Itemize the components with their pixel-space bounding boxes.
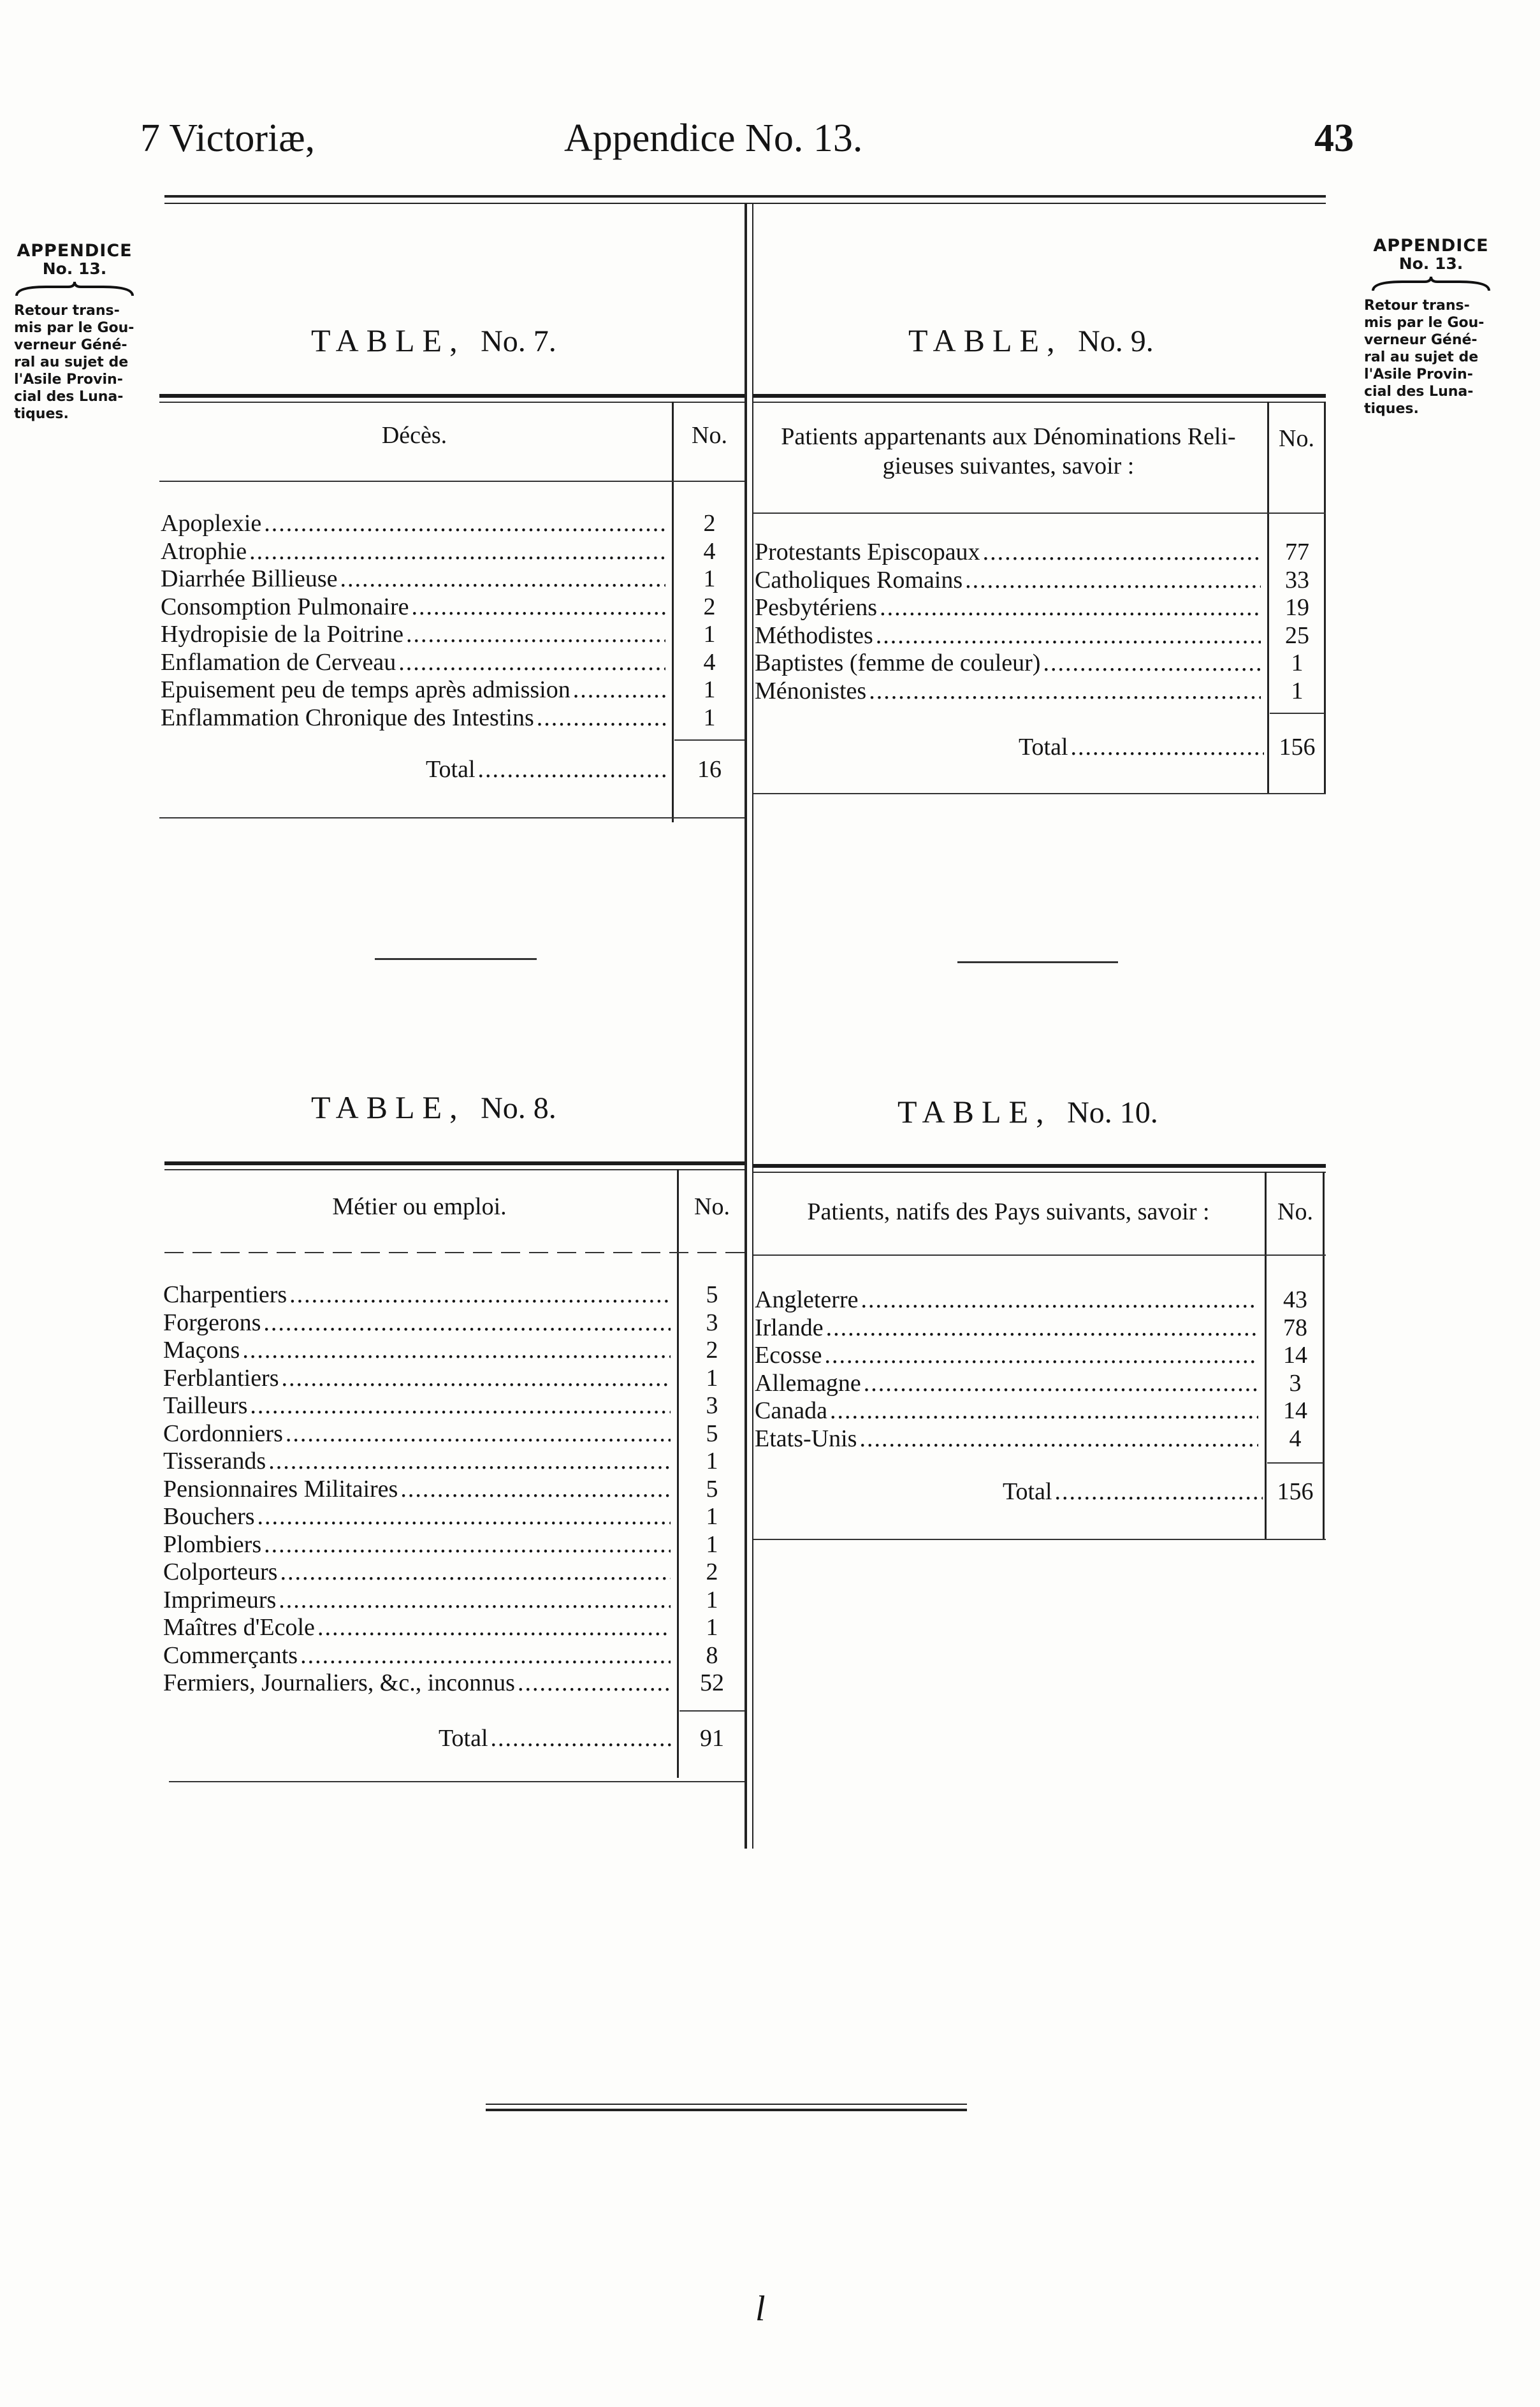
table10-total-value: 156	[1277, 1478, 1314, 1505]
page-number: 43	[1314, 117, 1354, 160]
header-left: 7 Victoriæ,	[140, 117, 316, 160]
table7-top-rule-thin	[159, 402, 745, 403]
table-row: Ménonistes .....	[755, 678, 1263, 706]
table-row: Ecosse .....	[755, 1342, 1261, 1370]
table-cell: 1	[706, 1503, 718, 1530]
table-row: Protestants Episcopaux .....	[755, 539, 1263, 567]
table10-number: No. 10.	[1067, 1096, 1158, 1130]
margin-note-left	[14, 242, 135, 423]
table7-bottom-rule	[159, 817, 745, 818]
table-row: Charpentiers .....	[163, 1281, 673, 1309]
table-row: Forgerons .....	[163, 1309, 673, 1337]
table-cell: 78	[1283, 1314, 1307, 1341]
table10-title	[897, 1093, 1158, 1130]
table-row: Atrophie .....	[161, 538, 668, 566]
table-cell: 1	[706, 1586, 718, 1613]
table10-total	[1003, 1478, 1263, 1506]
table-cell: 43	[1283, 1286, 1307, 1313]
margin-note-text: Retour trans- mis par le Gou- verneur Géné- ral au sujet de l'Asile Provin- cial des Luna- tiques.	[1364, 298, 1485, 417]
table-row: Colporteurs .....	[163, 1559, 673, 1587]
table7-head-rule	[159, 481, 745, 482]
table-cell: 5	[706, 1420, 718, 1447]
table10-col-divider	[1265, 1172, 1267, 1540]
table-cell: 1	[706, 1364, 718, 1392]
table-row: Bouchers .....	[163, 1503, 673, 1531]
table9-bottom-rule	[753, 793, 1326, 794]
total-label: Total	[1019, 734, 1068, 760]
table7-values	[674, 510, 745, 732]
table9-top-rule	[753, 394, 1326, 398]
table8-total	[439, 1724, 673, 1752]
table-cell: 3	[1289, 1369, 1302, 1397]
center-divider	[745, 203, 747, 1849]
bottom-rule	[486, 2104, 967, 2105]
table-row: Commerçants .....	[163, 1642, 673, 1670]
table8-bottom-rule	[169, 1781, 745, 1782]
table8-values	[679, 1281, 745, 1698]
table10-top-rule	[753, 1164, 1326, 1168]
table-cell: 2	[703, 510, 716, 537]
table8-rows	[163, 1281, 673, 1698]
table8-number: No. 8.	[481, 1091, 556, 1125]
table-cell: 4	[703, 537, 716, 565]
table-cell: 1	[706, 1614, 718, 1641]
table-cell: 2	[706, 1559, 718, 1585]
table8-col-divider	[677, 1169, 679, 1778]
table-row: Diarrhée Billieuse .....	[161, 565, 668, 593]
top-rule	[164, 195, 1326, 198]
bottom-rule-thick	[486, 2109, 967, 2111]
table9-number: No. 9.	[1078, 324, 1154, 358]
table-cell: 1	[706, 1448, 718, 1474]
table8-head-rule	[164, 1252, 745, 1253]
table-cell: 25	[1285, 622, 1309, 649]
table7-title	[311, 322, 556, 359]
table10-top-rule-thin	[753, 1172, 1326, 1173]
table9-title	[908, 322, 1154, 359]
table8-title-word: TABLE,	[311, 1089, 465, 1125]
table-row: Hydropisie de la Poitrine .....	[161, 621, 668, 649]
margin-note-sub: No. 13.	[1398, 254, 1464, 273]
table-row: Consomption Pulmonaire .....	[161, 593, 668, 622]
table9-col-no: No.	[1279, 425, 1314, 452]
table7-top-rule	[159, 394, 745, 398]
signature-mark: l	[755, 2289, 766, 2329]
table-row: Angleterre .....	[755, 1286, 1261, 1314]
margin-note-title: APPENDICE	[17, 241, 133, 261]
table-row: Fermiers, Journaliers, &c., inconnus .....	[163, 1669, 673, 1698]
table-cell: 33	[1285, 566, 1309, 593]
table9-head-rule	[753, 513, 1326, 514]
table-cell: 14	[1283, 1397, 1307, 1424]
table-row: Allemagne .....	[755, 1370, 1261, 1398]
table-row: Pensionnaires Militaires .....	[163, 1476, 673, 1504]
table10-rows	[755, 1286, 1261, 1453]
margin-note-text: Retour trans- mis par le Gou- verneur Géné- ral au sujet de l'Asile Provin- cial des Luna- tiques.	[14, 303, 134, 422]
table-cell: 1	[706, 1531, 718, 1558]
table-cell: 52	[700, 1669, 724, 1696]
table9-values	[1270, 539, 1325, 705]
table-cell: 1	[1291, 677, 1304, 704]
table-row: Méthodistes .....	[755, 622, 1263, 650]
header-center: Appendice No. 13.	[564, 117, 863, 160]
total-label: Total	[439, 1725, 488, 1752]
table-cell: 1	[703, 621, 716, 648]
table10-col-label: Patients, natifs des Pays suivants, savoir :	[807, 1198, 1210, 1225]
table7-title-word: TABLE,	[311, 323, 465, 358]
table-cell: 19	[1285, 594, 1309, 621]
table8-total-rule	[679, 1710, 745, 1712]
table7-total-rule	[674, 739, 745, 741]
table7-rows	[161, 510, 668, 732]
table-row: Etats-Unis .....	[755, 1425, 1261, 1453]
table-cell: 3	[706, 1392, 718, 1419]
table8-col-no: No.	[694, 1193, 730, 1220]
total-label: Total	[1003, 1478, 1052, 1505]
table10-col-no: No.	[1277, 1198, 1313, 1225]
table9-title-word: TABLE,	[908, 323, 1063, 358]
table-row: Apoplexie .....	[161, 510, 668, 538]
table-row: Enflamation de Cerveau .....	[161, 649, 668, 677]
table7-col-no: No.	[692, 422, 727, 449]
table7-col-divider	[672, 402, 674, 822]
table7-total-value: 16	[697, 756, 722, 783]
separator-left	[375, 958, 537, 960]
table8-title	[311, 1089, 556, 1126]
table-row: Maçons .....	[163, 1337, 673, 1365]
table-cell: 14	[1283, 1342, 1307, 1369]
table-cell: 8	[706, 1641, 718, 1669]
table-row: Cordonniers .....	[163, 1420, 673, 1448]
table-row: Tailleurs .....	[163, 1392, 673, 1420]
table10-values	[1267, 1286, 1323, 1453]
total-label: Total	[426, 756, 476, 783]
table7-total	[426, 755, 668, 783]
table-cell: 1	[703, 704, 716, 731]
table-row: Tisserands .....	[163, 1448, 673, 1476]
table-row: Plombiers .....	[163, 1531, 673, 1559]
table-cell: 4	[1289, 1425, 1302, 1452]
table7-col-label: Décès.	[381, 422, 447, 449]
table-cell: 77	[1285, 539, 1309, 565]
table10-title-word: TABLE,	[897, 1094, 1052, 1130]
table8-col-label: Métier ou emploi.	[332, 1193, 507, 1220]
table-row: Baptistes (femme de couleur) .....	[755, 650, 1263, 678]
table9-col-label: Patients appartenants aux Dénominations Reli- gieuses suivantes, savoir :	[781, 423, 1236, 479]
table8-total-value: 91	[700, 1725, 724, 1752]
margin-note-title: APPENDICE	[1373, 236, 1489, 256]
brace-icon	[14, 280, 135, 298]
table-row: Enflammation Chronique des Intestins .....	[161, 704, 668, 732]
table10-total-rule	[1267, 1462, 1323, 1464]
margin-note-right	[1364, 237, 1498, 418]
table-row: Catholiques Romains .....	[755, 567, 1263, 595]
table-cell: 5	[706, 1281, 718, 1308]
table-cell: 1	[703, 565, 716, 592]
table8-top-rule-thin	[164, 1169, 745, 1170]
table-cell: 1	[703, 676, 716, 703]
table10-head-rule	[753, 1254, 1326, 1256]
table-row: Irlande .....	[755, 1314, 1261, 1342]
table-row: Imprimeurs .....	[163, 1587, 673, 1615]
table9-rows	[755, 539, 1263, 705]
table8-top-rule	[164, 1161, 745, 1165]
table-cell: 5	[706, 1475, 718, 1502]
table-row: Pesbytériens .....	[755, 594, 1263, 622]
table-row: Epuisement peu de temps après admission .....	[161, 676, 668, 704]
margin-note-sub: No. 13.	[42, 259, 107, 278]
table10-bottom-rule	[753, 1539, 1326, 1540]
table-cell: 1	[1291, 650, 1304, 676]
separator-right	[957, 961, 1118, 963]
table9-total-rule	[1270, 713, 1325, 714]
table7-number: No. 7.	[481, 324, 556, 358]
table9-col-divider	[1267, 402, 1269, 794]
table-cell: 2	[703, 593, 716, 620]
table9-top-rule-thin	[753, 402, 1326, 403]
table-row: Maîtres d'Ecole .....	[163, 1614, 673, 1642]
table-row: Ferblantiers .....	[163, 1365, 673, 1393]
table-cell: 2	[706, 1337, 718, 1363]
table-cell: 3	[706, 1309, 718, 1336]
table9-total	[1019, 733, 1264, 761]
table-row: Canada .....	[755, 1397, 1261, 1425]
brace-icon	[1370, 275, 1492, 293]
table9-total-value: 156	[1279, 734, 1316, 760]
table-cell: 4	[703, 648, 716, 676]
